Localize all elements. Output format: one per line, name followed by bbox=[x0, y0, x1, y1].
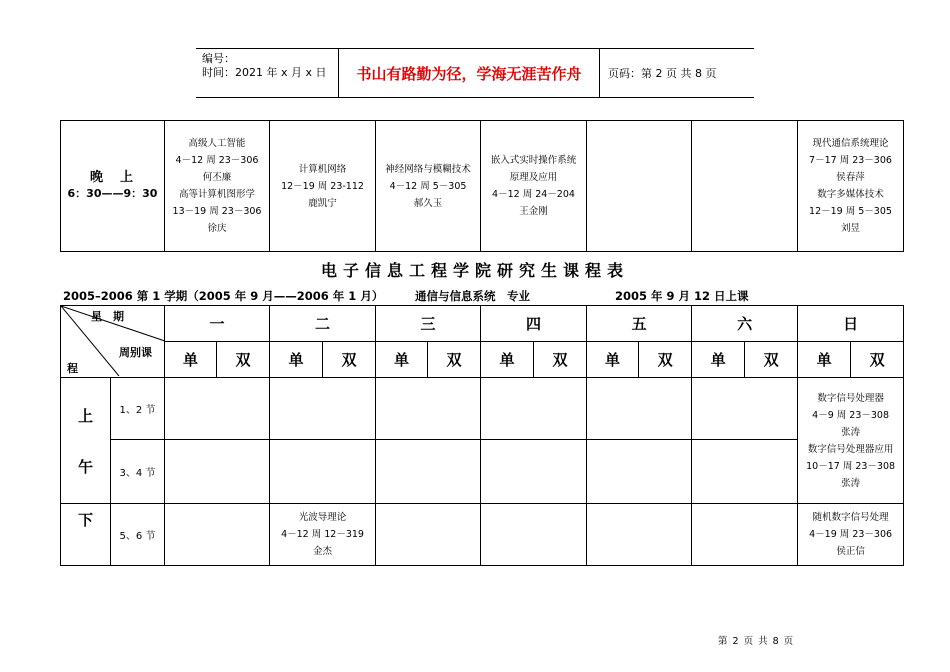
course-line: 数字多媒体技术 bbox=[817, 189, 884, 200]
corner-week-type: 周别课 bbox=[119, 346, 152, 359]
course-line: 现代通信系统理论 bbox=[812, 138, 889, 149]
slot bbox=[376, 504, 481, 566]
evening-time-cell bbox=[61, 121, 165, 252]
day-header: 三 bbox=[376, 306, 481, 342]
morning-label bbox=[61, 378, 111, 504]
afternoon-label bbox=[61, 504, 111, 566]
course-line: 10－17 周 23－308 bbox=[806, 460, 896, 472]
course-line: 徐庆 bbox=[207, 223, 227, 234]
morning-char-1: 上 bbox=[77, 406, 93, 425]
slot bbox=[376, 440, 481, 504]
course-line: 12－19 周 5－305 bbox=[809, 206, 892, 217]
course-line: 原理及应用 bbox=[509, 172, 558, 183]
course-line: 侯春萍 bbox=[836, 172, 865, 183]
course-line: 张涛 bbox=[841, 426, 861, 438]
course-line: 4－19 周 23－306 bbox=[809, 529, 893, 540]
course-line: 随机数字信号处理 bbox=[812, 512, 889, 523]
time-label: 时间：2021 年 x 月 x 日 bbox=[202, 66, 327, 79]
course-line: 鹿凯宁 bbox=[308, 197, 337, 209]
double-week: 双 bbox=[323, 342, 376, 378]
evening-table bbox=[60, 120, 904, 252]
course-line: 4－9 周 23－308 bbox=[812, 409, 890, 421]
term-label: 2005–2006 第 1 学期（2005 年 9 月——2006 年 1 月） bbox=[63, 289, 384, 303]
slot bbox=[376, 378, 481, 440]
double-week: 双 bbox=[851, 342, 904, 378]
slot bbox=[587, 378, 692, 440]
sun-afternoon-course bbox=[798, 504, 904, 566]
major-label: 通信与信息系统 专业 bbox=[415, 289, 530, 303]
course-line: 光波导理论 bbox=[298, 512, 347, 523]
day-header: 二 bbox=[270, 306, 376, 342]
slot bbox=[587, 440, 692, 504]
slot bbox=[481, 378, 587, 440]
course-line: 高等计算机图形学 bbox=[178, 189, 255, 200]
course-line: 嵌入式实时操作系统 bbox=[490, 155, 577, 166]
slot bbox=[692, 504, 798, 566]
corner-header bbox=[61, 306, 165, 378]
period-label: 5、6 节 bbox=[111, 504, 165, 566]
course-line: 4－12 周 12－319 bbox=[281, 529, 364, 540]
evening-time-range: 6：30——9：30 bbox=[67, 187, 158, 200]
evening-sun bbox=[798, 121, 904, 252]
course-line: 13－19 周 23－306 bbox=[172, 206, 262, 217]
double-week: 双 bbox=[745, 342, 798, 378]
course-line: 王金刚 bbox=[519, 206, 548, 217]
day-header: 五 bbox=[587, 306, 692, 342]
slot bbox=[165, 440, 270, 504]
course-line: 张涛 bbox=[841, 477, 861, 489]
slot bbox=[165, 504, 270, 566]
single-week: 单 bbox=[692, 342, 745, 378]
period-label: 1、2 节 bbox=[111, 378, 165, 440]
single-week: 单 bbox=[587, 342, 639, 378]
slot bbox=[587, 504, 692, 566]
afternoon-char: 下 bbox=[77, 511, 93, 529]
course-line: 7－17 周 23－306 bbox=[809, 155, 892, 166]
page-label: 页码：第 2 页 共 8 页 bbox=[608, 67, 717, 80]
slot bbox=[692, 378, 798, 440]
course-line: 神经网络与模糊技术 bbox=[385, 163, 471, 175]
day-header: 日 bbox=[798, 306, 904, 342]
course-line: 高级人工智能 bbox=[188, 138, 246, 149]
evening-sat bbox=[692, 121, 798, 252]
slot bbox=[692, 440, 798, 504]
page-title: 电子信息工程学院研究生课程表 bbox=[320, 261, 629, 280]
evening-tue bbox=[270, 121, 376, 252]
page-header bbox=[196, 48, 754, 98]
evening-title: 晚 上 bbox=[89, 170, 135, 185]
corner-weekday: 星 期 bbox=[91, 310, 124, 323]
course-line: 刘昱 bbox=[840, 223, 860, 234]
evening-mon bbox=[165, 121, 270, 252]
evening-fri bbox=[587, 121, 692, 252]
course-line: 计算机网络 bbox=[298, 163, 347, 175]
course-line: 数字信号处理器应用 bbox=[807, 443, 894, 455]
period-label: 3、4 节 bbox=[111, 440, 165, 504]
slot bbox=[270, 440, 376, 504]
slot bbox=[165, 378, 270, 440]
single-week: 单 bbox=[376, 342, 428, 378]
course-line: 侯正信 bbox=[836, 546, 865, 557]
course-line: 数字信号处理器 bbox=[817, 392, 884, 404]
course-line: 4－12 周 5－305 bbox=[389, 180, 467, 192]
day-header: 一 bbox=[165, 306, 270, 342]
header-meta bbox=[196, 49, 338, 97]
evening-thu bbox=[481, 121, 587, 252]
morning-char-2: 午 bbox=[77, 457, 93, 476]
double-week: 双 bbox=[428, 342, 481, 378]
evening-wed bbox=[376, 121, 481, 252]
slot bbox=[481, 504, 587, 566]
page-footer: 第 2 页 共 8 页 bbox=[718, 636, 795, 647]
code-label: 编号： bbox=[202, 52, 235, 65]
course-line: 4－12 周 24－204 bbox=[492, 189, 575, 200]
slot bbox=[270, 378, 376, 440]
double-week: 双 bbox=[639, 342, 692, 378]
tue-afternoon-course bbox=[270, 504, 376, 566]
double-week: 双 bbox=[217, 342, 270, 378]
single-week: 单 bbox=[481, 342, 534, 378]
single-week: 单 bbox=[270, 342, 323, 378]
day-header: 四 bbox=[481, 306, 587, 342]
course-line: 12－19 周 23-112 bbox=[281, 180, 364, 192]
single-week: 单 bbox=[798, 342, 851, 378]
day-header: 六 bbox=[692, 306, 798, 342]
sun-morning-courses bbox=[798, 378, 904, 504]
motto: 书山有路勤为径，学海无涯苦作舟 bbox=[338, 49, 600, 97]
start-label: 2005 年 9 月 12 日上课 bbox=[615, 289, 749, 303]
course-line: 郝久玉 bbox=[413, 197, 443, 209]
course-line: 何丕廉 bbox=[202, 172, 232, 183]
slot bbox=[481, 440, 587, 504]
course-line: 金杰 bbox=[313, 546, 333, 557]
single-week: 单 bbox=[165, 342, 217, 378]
timetable bbox=[60, 305, 904, 566]
double-week: 双 bbox=[534, 342, 587, 378]
course-line: 4－12 周 23－306 bbox=[175, 155, 259, 166]
corner-course: 程 bbox=[67, 362, 78, 375]
